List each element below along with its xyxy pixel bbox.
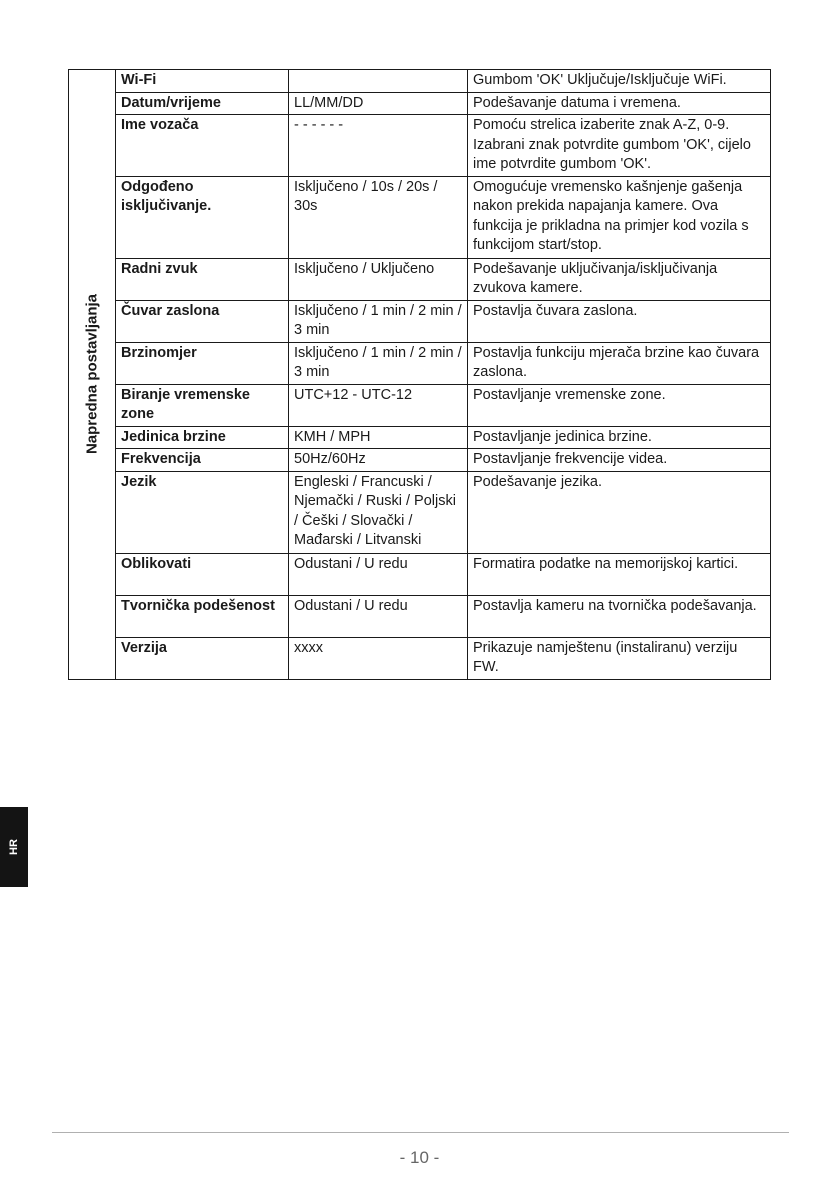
setting-description: Podešavanje datuma i vremena. bbox=[468, 92, 771, 115]
setting-name: Jedinica brzine bbox=[116, 426, 289, 449]
setting-options: Isključeno / 1 min / 2 min / 3 min bbox=[289, 342, 468, 384]
setting-description: Pomoću strelica izaberite znak A-Z, 0-9. Izabrani znak potvrdite gumbom 'OK', cijelo ime potvrdite gumbom 'OK'. bbox=[468, 115, 771, 177]
table-row bbox=[69, 384, 771, 426]
setting-description: Postavljanje vremenske zone. bbox=[468, 384, 771, 426]
setting-options: xxxx bbox=[289, 637, 468, 679]
setting-options: KMH / MPH bbox=[289, 426, 468, 449]
setting-name: Jezik bbox=[116, 471, 289, 553]
setting-description: Prikazuje namještenu (instaliranu) verziju FW. bbox=[468, 637, 771, 679]
setting-description: Podešavanje uključivanja/isključivanja zvukova kamere. bbox=[468, 258, 771, 300]
settings-table bbox=[68, 69, 771, 680]
setting-options: Odustani / U redu bbox=[289, 595, 468, 637]
setting-name: Tvornička podešenost bbox=[116, 595, 289, 637]
table-row bbox=[69, 92, 771, 115]
table-row bbox=[69, 426, 771, 449]
setting-description: Gumbom 'OK' Uključuje/Isključuje WiFi. bbox=[468, 70, 771, 93]
setting-description: Postavlja funkciju mjerača brzine kao čuvara zaslona. bbox=[468, 342, 771, 384]
setting-options: Odustani / U redu bbox=[289, 553, 468, 595]
setting-description: Omogućuje vremensko kašnjenje gašenja nakon prekida napajanja kamere. Ova funkcija je prikladna na primjer kod vozila s funkcijom start/stop. bbox=[468, 176, 771, 258]
setting-name: Čuvar zaslona bbox=[116, 300, 289, 342]
table-row bbox=[69, 637, 771, 679]
footer-divider bbox=[52, 1132, 789, 1133]
table-row bbox=[69, 176, 771, 258]
table-row bbox=[69, 300, 771, 342]
setting-description: Postavlja čuvara zaslona. bbox=[468, 300, 771, 342]
setting-options: Engleski / Francuski / Njemački / Ruski / Poljski / Češki / Slovački / Mađarski / Litvanski bbox=[289, 471, 468, 553]
setting-description: Postavlja kameru na tvornička podešavanja. bbox=[468, 595, 771, 637]
table-row bbox=[69, 449, 771, 472]
setting-options: - - - - - - bbox=[289, 115, 468, 177]
setting-name: Radni zvuk bbox=[116, 258, 289, 300]
setting-name: Brzinomjer bbox=[116, 342, 289, 384]
setting-description: Postavljanje jedinica brzine. bbox=[468, 426, 771, 449]
language-tab-label: HR bbox=[8, 839, 20, 855]
setting-name: Biranje vremenske zone bbox=[116, 384, 289, 426]
table-row bbox=[69, 553, 771, 595]
table-row bbox=[69, 70, 771, 93]
section-cell bbox=[69, 70, 116, 680]
setting-options: LL/MM/DD bbox=[289, 92, 468, 115]
table-row bbox=[69, 595, 771, 637]
section-title: Napredna postavljanja bbox=[83, 294, 101, 455]
setting-options: 50Hz/60Hz bbox=[289, 449, 468, 472]
table-row bbox=[69, 115, 771, 177]
setting-name: Verzija bbox=[116, 637, 289, 679]
setting-name: Wi-Fi bbox=[116, 70, 289, 93]
setting-name: Ime vozača bbox=[116, 115, 289, 177]
setting-options bbox=[289, 70, 468, 93]
setting-options: Isključeno / 10s / 20s / 30s bbox=[289, 176, 468, 258]
setting-options: Isključeno / 1 min / 2 min / 3 min bbox=[289, 300, 468, 342]
setting-description: Podešavanje jezika. bbox=[468, 471, 771, 553]
setting-name: Frekvencija bbox=[116, 449, 289, 472]
table-row bbox=[69, 258, 771, 300]
setting-description: Formatira podatke na memorijskoj kartici. bbox=[468, 553, 771, 595]
setting-name: Odgođeno isključivanje. bbox=[116, 176, 289, 258]
setting-description: Postavljanje frekvencije videa. bbox=[468, 449, 771, 472]
table-row bbox=[69, 471, 771, 553]
page-number: - 10 - bbox=[399, 1148, 440, 1167]
setting-options: Isključeno / Uključeno bbox=[289, 258, 468, 300]
setting-options: UTC+12 - UTC-12 bbox=[289, 384, 468, 426]
table-row bbox=[69, 342, 771, 384]
setting-name: Oblikovati bbox=[116, 553, 289, 595]
setting-name: Datum/vrijeme bbox=[116, 92, 289, 115]
language-tab bbox=[0, 807, 28, 887]
